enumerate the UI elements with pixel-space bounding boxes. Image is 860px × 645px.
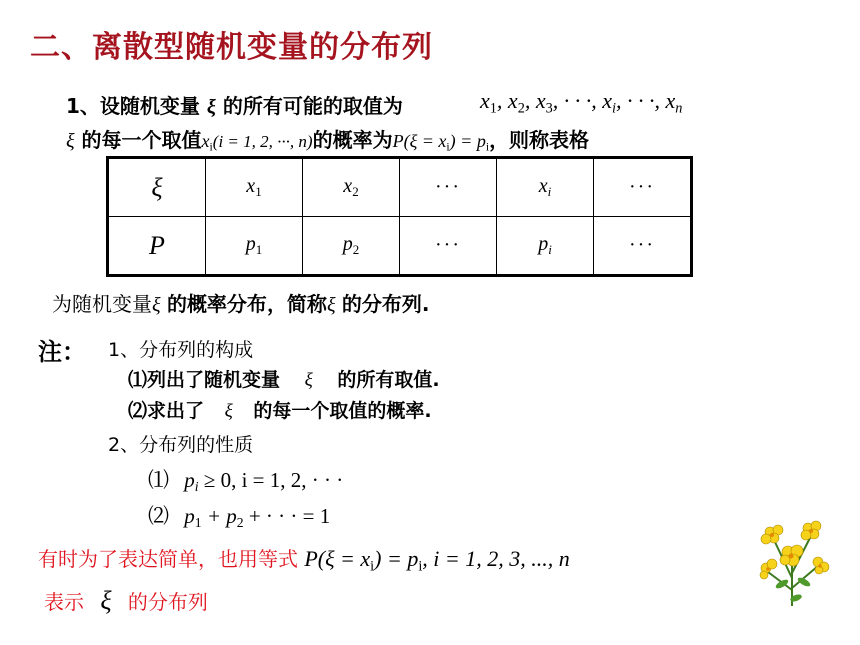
note-sub-1 [128, 365, 440, 392]
term-probability-distribution: 概率分布 [186, 292, 267, 316]
index-range: (i = 1, 2, ···, n) [212, 132, 313, 151]
text: ⑴列出了随机变量 [128, 369, 281, 391]
prop-symbol: + p [201, 504, 237, 528]
definition-label: 1、设随机变量 [66, 94, 200, 118]
note-item-1: 1、分布列的构成 [108, 339, 254, 361]
xi-symbol: ξ [66, 130, 75, 152]
table-row [108, 217, 692, 276]
table-cell: ··· [400, 217, 497, 276]
text: ⑵求出了 [128, 400, 205, 422]
prop-number: ⑴ [148, 468, 169, 492]
seq-x: x [480, 88, 490, 113]
cell-sub: 1 [255, 183, 262, 199]
table-cell [206, 217, 303, 276]
definition-line-2 [66, 124, 589, 154]
cell-sub: 2 [352, 241, 360, 257]
cell-sub: 2 [352, 183, 359, 199]
cell-sub: i [547, 183, 552, 199]
cell-sym: x [343, 175, 353, 198]
seq-sub: n [675, 100, 683, 117]
seq-x: , x [496, 88, 518, 113]
page-title: 二、离散型随机变量的分布列 [30, 30, 433, 65]
text: ，简称 [266, 292, 327, 316]
formula-part: ) = p [449, 131, 486, 151]
footer-line-2 [44, 586, 208, 616]
property-2: ⑵ $p_1 + p_2$ + · · · = 1 [148, 504, 331, 531]
note-item-2: 2、分布列的性质 [108, 434, 254, 456]
definition-line-1 [66, 90, 403, 119]
cell-sym: p [538, 233, 549, 256]
table-cell: ··· [594, 158, 692, 217]
table-cell-xi-head: ξ [108, 158, 206, 217]
xi-value: $x_i$ [201, 131, 213, 154]
cell-sym: x [538, 175, 548, 198]
property-1: ⑴ $p_i \ge 0$, i = 1, 2, · · · [148, 468, 344, 495]
text: 的每一个取值的概率. [253, 400, 432, 422]
seq-sub: 1 [489, 100, 497, 117]
definition-text: ，则称表格 [489, 128, 590, 152]
text: 表示 [44, 590, 84, 614]
xi-symbol: ξ [100, 586, 112, 615]
seq-x: , x [524, 88, 546, 113]
formula-part: P(ξ = x [304, 546, 371, 571]
footer-formula: $P(\xi = x_i) = p_i$, i = 1, 2, 3, ..., n [304, 546, 570, 575]
table-cell: ··· [594, 217, 692, 276]
text: 有时为了表达简单，也用等式 [38, 547, 298, 571]
xi-symbol: ξ [326, 294, 336, 316]
seq-x: , · · ·, x [552, 88, 613, 113]
text: 为随机变量 [52, 292, 152, 316]
text: 的 [166, 292, 187, 316]
prop-number: ⑵ [148, 504, 169, 528]
seq-sub: 2 [517, 100, 525, 117]
cell-sym: x [246, 175, 256, 198]
prop-text: ≥ 0, i = 1, 2, · · · [203, 468, 344, 492]
table-cell [497, 158, 594, 217]
xi-symbol: ξ [304, 370, 313, 391]
seq-sub: 3 [545, 100, 553, 117]
cell-sub: i [548, 241, 552, 257]
table-cell [303, 158, 400, 217]
xi-symbol: ξ [224, 401, 233, 422]
cell-sym: p [342, 233, 353, 256]
formula-part: P(ξ = x [392, 131, 447, 151]
note-label: 注： [38, 338, 86, 366]
footer-line-1 [38, 543, 570, 575]
table-cell: ··· [400, 158, 497, 217]
xi-symbol: ξ [206, 96, 216, 118]
table-cell-p-head: P [108, 217, 206, 276]
table-cell [303, 217, 400, 276]
table-cell [206, 158, 303, 217]
distribution-table [106, 156, 693, 277]
seq-sub: i [612, 100, 617, 117]
prop-text: + · · · = 1 [243, 504, 331, 528]
distribution-definition [52, 288, 429, 317]
formula-part: , i = 1, 2, 3, ..., n [422, 546, 570, 571]
yellow-flower-icon [752, 518, 832, 608]
definition-text: 的所有可能的取值为 [222, 94, 403, 118]
table-row [108, 158, 692, 217]
table-cell [497, 217, 594, 276]
cell-sym: p [245, 233, 256, 256]
note-sub-2 [128, 396, 432, 423]
term-distribution-list: 分布列. [361, 292, 430, 316]
definition-text: 的概率为 [312, 128, 393, 152]
seq-x: , · · ·, x [616, 88, 676, 113]
value-sequence [480, 88, 682, 117]
probability-formula: $P(\xi = x_i) = p_i$ [392, 131, 490, 154]
xi-symbol: ξ [152, 294, 161, 316]
definition-text: 的每一个取值 [81, 128, 202, 152]
prop-symbol: p [184, 468, 195, 492]
prop-symbol: p [184, 504, 195, 528]
text: 的 [341, 292, 362, 316]
text: 的分布列 [127, 590, 208, 614]
text: 的所有取值. [337, 369, 440, 391]
cell-sub: 1 [255, 241, 263, 257]
formula-part: ) = p [374, 546, 419, 571]
